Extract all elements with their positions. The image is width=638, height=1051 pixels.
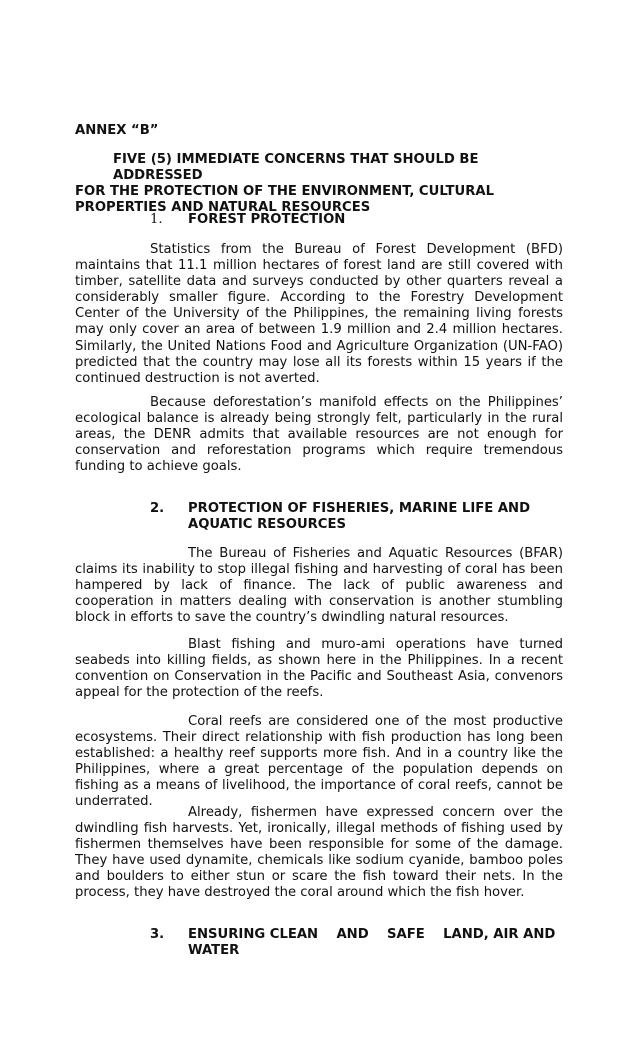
section-2-paragraph-2	[75, 637, 563, 701]
section-2-number: 2.	[150, 501, 165, 516]
main-title-line-3: PROPERTIES AND NATURAL RESOURCES	[75, 200, 371, 216]
paragraph-text: The Bureau of Fisheries and Aquatic Resources (BFAR) claims its inability to stop illegal fishing and harvesting of coral has been hampered by lack of finance. The lack of public awareness and cooperation in matters dealing with conservation is another stumbling block in efforts to save the country’s dwindling natural resources.	[75, 546, 563, 626]
main-title	[75, 152, 563, 216]
main-title-line-1: FIVE (5) IMMEDIATE CONCERNS THAT SHOULD BE ADDRESSED	[113, 152, 479, 184]
annex-label: ANNEX “B”	[75, 123, 159, 138]
main-title-line-2: FOR THE PROTECTION OF THE ENVIRONMENT, CULTURAL	[75, 184, 495, 200]
section-3-title-line-1: ENSURING CLEAN AND SAFE LAND, AIR AND	[188, 927, 556, 942]
section-1-paragraph-1	[75, 242, 563, 387]
section-2-paragraph-3	[75, 714, 563, 811]
paragraph-text: Because deforestation’s manifold effects on the Philippines’ ecological balance is already being strongly felt, particularly in the rural areas, the DENR admits that available resources are not enough for conservation and reforestation programs which require tremendous funding to achieve goals.	[75, 395, 563, 475]
section-2-heading	[0, 501, 638, 535]
section-2-title-line-2: AQUATIC RESOURCES	[188, 517, 346, 533]
paragraph-text: Blast fishing and muro-ami operations have turned seabeds into killing fields, as shown here in the Philippines. In a recent convention on Conservation in the Pacific and Southeast Asia, convenors appeal for the protection of the reefs.	[75, 637, 563, 701]
section-2-paragraph-4	[75, 805, 563, 902]
section-3-number: 3.	[150, 927, 165, 942]
section-2-title-line-1: PROTECTION OF FISHERIES, MARINE LIFE AND	[188, 501, 531, 516]
section-3-title-line-2: WATER	[188, 943, 240, 959]
section-2-paragraph-1	[75, 546, 563, 626]
section-1-number: 1.	[150, 212, 163, 227]
section-3-heading	[0, 927, 638, 961]
section-2-title	[188, 501, 563, 533]
section-3-title	[188, 927, 563, 959]
paragraph-text: Coral reefs are considered one of the most productive ecosystems. Their direct relationship with fish production has long been established: a healthy reef supports more fish. And in a country like the Philippines, where a great percentage of the population depends on fishing as a means of livelihood, the importance of coral reefs, cannot be underrated.	[75, 714, 563, 810]
paragraph-text: Already, fishermen have expressed concern over the dwindling fish harvests. Yet, ironically, illegal methods of fishing used by fishermen themselves have been responsible for some of the damage. They have used dynamite, chemicals like sodium cyanide, bamboo poles and boulders to either stun or scare the fish toward their nets. In the process, they have destroyed the coral around which the fish hover.	[75, 805, 563, 901]
section-1-title: FOREST PROTECTION	[188, 212, 346, 227]
paragraph-text: Statistics from the Bureau of Forest Development (BFD) maintains that 11.1 million hectares of forest land are still covered with timber, satellite data and surveys conducted by other quarters reveal a considerably smaller figure. According to the Forestry Development Center of the University of the Philippines, the remaining living forests may only cover an area of between 1.9 million and 2.4 million hectares. Similarly, the United Nations Food and Agriculture Organization (UN-FAO) predicted that the country may lose all its forests within 15 years if the continued destruction is not averted.	[75, 242, 563, 386]
section-1-paragraph-2	[75, 395, 563, 475]
